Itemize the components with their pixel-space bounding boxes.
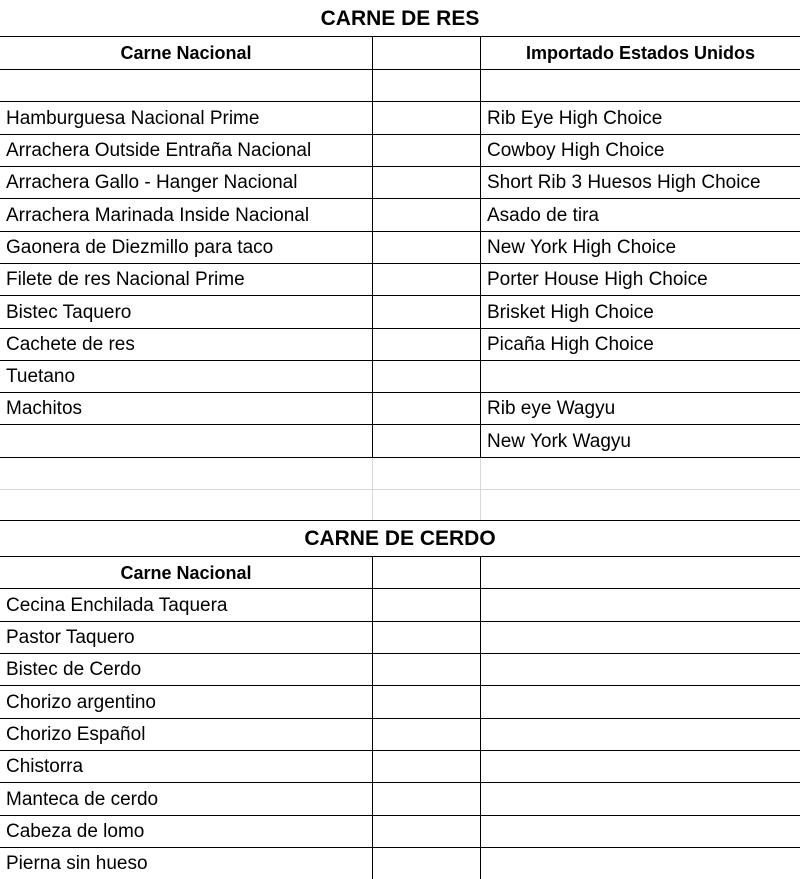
cell[interactable] [481, 589, 800, 622]
table-row [0, 329, 800, 361]
res-title-row [0, 0, 800, 37]
cell[interactable] [373, 70, 481, 102]
table-row [0, 296, 800, 329]
cerdo-nacional-cell[interactable]: Bistec de Cerdo [0, 654, 373, 686]
table-row [0, 425, 800, 458]
table-row [0, 167, 800, 199]
cell[interactable] [0, 70, 373, 102]
table-row [0, 102, 800, 135]
cerdo-nacional-cell[interactable]: Chorizo Español [0, 719, 373, 751]
res-header-empty[interactable] [373, 37, 481, 70]
cell[interactable] [373, 686, 481, 719]
table-row [0, 264, 800, 296]
table-row [0, 848, 800, 879]
cerdo-nacional-cell[interactable]: Chistorra [0, 751, 373, 783]
cerdo-nacional-cell[interactable]: Pierna sin hueso [0, 848, 373, 879]
res-nacional-cell[interactable]: Bistec Taquero [0, 296, 373, 329]
res-title[interactable]: CARNE DE RES [0, 0, 800, 37]
cell[interactable] [481, 622, 800, 654]
res-importado-cell[interactable]: New York High Choice [481, 232, 800, 264]
res-importado-cell[interactable]: Picaña High Choice [481, 329, 800, 361]
cell[interactable] [373, 751, 481, 783]
table-row [0, 686, 800, 719]
cell[interactable] [481, 848, 800, 879]
cell[interactable] [481, 70, 800, 102]
cell[interactable] [373, 135, 481, 167]
cerdo-nacional-cell[interactable]: Cabeza de lomo [0, 816, 373, 848]
cell[interactable] [481, 654, 800, 686]
res-nacional-cell[interactable] [0, 425, 373, 458]
table-row [0, 816, 800, 848]
res-importado-cell[interactable]: Asado de tira [481, 199, 800, 232]
table-row [0, 232, 800, 264]
cerdo-nacional-cell[interactable]: Cecina Enchilada Taquera [0, 589, 373, 622]
res-nacional-cell[interactable]: Hamburguesa Nacional Prime [0, 102, 373, 135]
cell[interactable] [373, 557, 481, 589]
res-nacional-cell[interactable]: Machitos [0, 393, 373, 425]
cell[interactable] [373, 654, 481, 686]
cell[interactable] [373, 296, 481, 329]
res-empty-row [0, 70, 800, 102]
table-row [0, 719, 800, 751]
cell[interactable] [373, 199, 481, 232]
table-row [0, 199, 800, 232]
cell[interactable] [373, 393, 481, 425]
res-nacional-cell[interactable]: Tuetano [0, 361, 373, 393]
table-row [0, 361, 800, 393]
res-importado-cell[interactable]: Rib Eye High Choice [481, 102, 800, 135]
res-importado-cell[interactable]: Cowboy High Choice [481, 135, 800, 167]
res-importado-cell[interactable]: Short Rib 3 Huesos High Choice [481, 167, 800, 199]
cerdo-title-row [0, 521, 800, 557]
res-nacional-cell[interactable]: Arrachera Marinada Inside Nacional [0, 199, 373, 232]
cerdo-header-row [0, 557, 800, 589]
cell[interactable] [373, 361, 481, 393]
table-row [0, 589, 800, 622]
table-row [0, 393, 800, 425]
cerdo-nacional-cell[interactable]: Manteca de cerdo [0, 783, 373, 816]
table-row [0, 751, 800, 783]
table-row [0, 622, 800, 654]
cell[interactable] [481, 490, 800, 520]
cell[interactable] [373, 783, 481, 816]
cell[interactable] [373, 458, 481, 490]
cell[interactable] [373, 816, 481, 848]
cell[interactable] [373, 848, 481, 879]
res-importado-cell[interactable]: Porter House High Choice [481, 264, 800, 296]
res-nacional-cell[interactable]: Cachete de res [0, 329, 373, 361]
cell[interactable] [481, 751, 800, 783]
cell[interactable] [0, 458, 373, 490]
table-row [0, 783, 800, 816]
cell[interactable] [373, 622, 481, 654]
cell[interactable] [481, 686, 800, 719]
table-row [0, 135, 800, 167]
res-nacional-cell[interactable]: Gaonera de Diezmillo para taco [0, 232, 373, 264]
res-importado-cell[interactable]: Rib eye Wagyu [481, 393, 800, 425]
blank-row [0, 490, 800, 521]
cell[interactable] [373, 329, 481, 361]
cell[interactable] [481, 816, 800, 848]
cell[interactable] [481, 557, 800, 589]
cell[interactable] [373, 102, 481, 135]
cell[interactable] [373, 719, 481, 751]
blank-row [0, 458, 800, 490]
cell[interactable] [373, 425, 481, 458]
res-nacional-cell[interactable]: Arrachera Outside Entraña Nacional [0, 135, 373, 167]
cell[interactable] [481, 719, 800, 751]
cerdo-header-nacional[interactable]: Carne Nacional [0, 557, 373, 589]
cell[interactable] [373, 264, 481, 296]
cell[interactable] [0, 490, 373, 520]
cell[interactable] [373, 167, 481, 199]
res-importado-cell[interactable] [481, 361, 800, 393]
res-nacional-cell[interactable]: Arrachera Gallo - Hanger Nacional [0, 167, 373, 199]
res-importado-cell[interactable]: New York Wagyu [481, 425, 800, 458]
cell[interactable] [373, 232, 481, 264]
res-header-row [0, 37, 800, 70]
res-header-importado[interactable]: Importado Estados Unidos [481, 37, 800, 70]
cerdo-nacional-cell[interactable]: Chorizo argentino [0, 686, 373, 719]
cell[interactable] [481, 458, 800, 490]
cell[interactable] [373, 589, 481, 622]
cerdo-title[interactable]: CARNE DE CERDO [0, 521, 800, 557]
res-importado-cell[interactable]: Brisket High Choice [481, 296, 800, 329]
cell[interactable] [373, 490, 481, 520]
cerdo-nacional-cell[interactable]: Pastor Taquero [0, 622, 373, 654]
res-nacional-cell[interactable]: Filete de res Nacional Prime [0, 264, 373, 296]
res-header-nacional[interactable]: Carne Nacional [0, 37, 373, 70]
cell[interactable] [481, 783, 800, 816]
table-row [0, 654, 800, 686]
